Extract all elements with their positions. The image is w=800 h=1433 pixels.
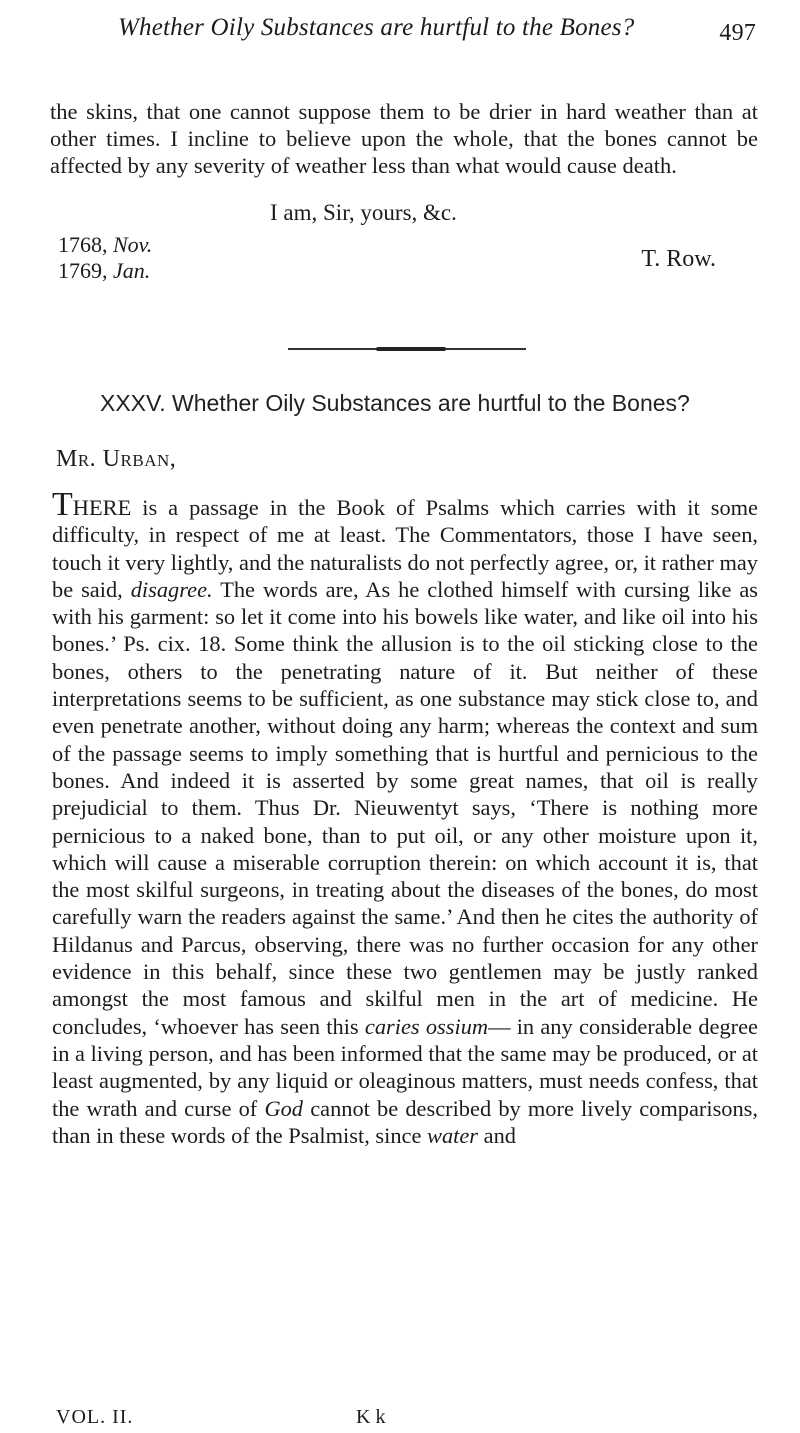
page-number: 497 [719, 20, 756, 46]
running-head [118, 6, 756, 46]
signature-mark: K k [356, 1406, 386, 1428]
letter-dates [58, 232, 152, 284]
drop-cap: T [52, 486, 73, 523]
letter-signoff: I am, Sir, yours, &c. [270, 200, 457, 225]
letter-signature: T. Row. [641, 246, 716, 272]
running-head-title: Whether Oily Substances are hurtful to the Bones? [118, 14, 635, 41]
article-body: THERE is a passage in the Book of Psalms which carries with it some difficulty, in respect of me at least. The Commentators, those I have seen, touch it very lightly, and the naturalists do not perfectly agree, or, it rather may be said, disagree. The words are, As he clothed himself with cursing like as with his garment: so let it come into his bowels like water, and like oil into his bones.’ Ps. cix. 18. Some think the allusion is to the oil sticking close to the bones, others to the penetrating nature of it. But neither of these interpretations seems to be sufficient, as one substance may stick close to, and even penetrate another, without doing any harm; whereas the context and sum of the passage seems to imply something that is hurtful and pernicious to the bones. And indeed it is asserted by some great names, that oil is really prejudicial to them. Thus Dr. Nieuwentyt says, ‘There is nothing more pernicious to a naked bone, than to put oil, or any other moisture upon it, which will cause a miserable corruption therein: on which account it is, that the most skilful surgeons, in treating about the diseases of the bones, do most carefully warn the readers against the same.’ And then he cites the authority of Hildanus and Parcus, observing, there was no further occasion for any other evidence in this behalf, since these two gentlemen may be justly ranked amongst the most famous and skilful men in the art of medicine. He concludes, ‘whoever has seen this caries ossium— in any considerable degree in a living person, and has been informed that the same may be produced, or at least augmented, by any liquid or oleaginous matters, must needs confess, that the wrath and curse of God cannot be described by more lively comparisons, than in these words of the Psalmist, since water and [52, 486, 758, 1148]
article-heading: XXXV. Whether Oily Substances are hurtful to the Bones? [100, 390, 690, 416]
salutation: Mr. Urban, [56, 446, 177, 472]
section-divider [288, 348, 526, 350]
volume-label: VOL. II. [56, 1406, 134, 1428]
continued-paragraph: the skins, that one cannot suppose them to be drier in hard weather than at other times. I incline to believe upon the whole, that the bones cannot be affected by any severity of weather less than what would cause death. [50, 99, 758, 178]
date-line-2: 1769, Jan. [58, 258, 151, 283]
date-line-1: 1768, Nov. [58, 232, 153, 257]
